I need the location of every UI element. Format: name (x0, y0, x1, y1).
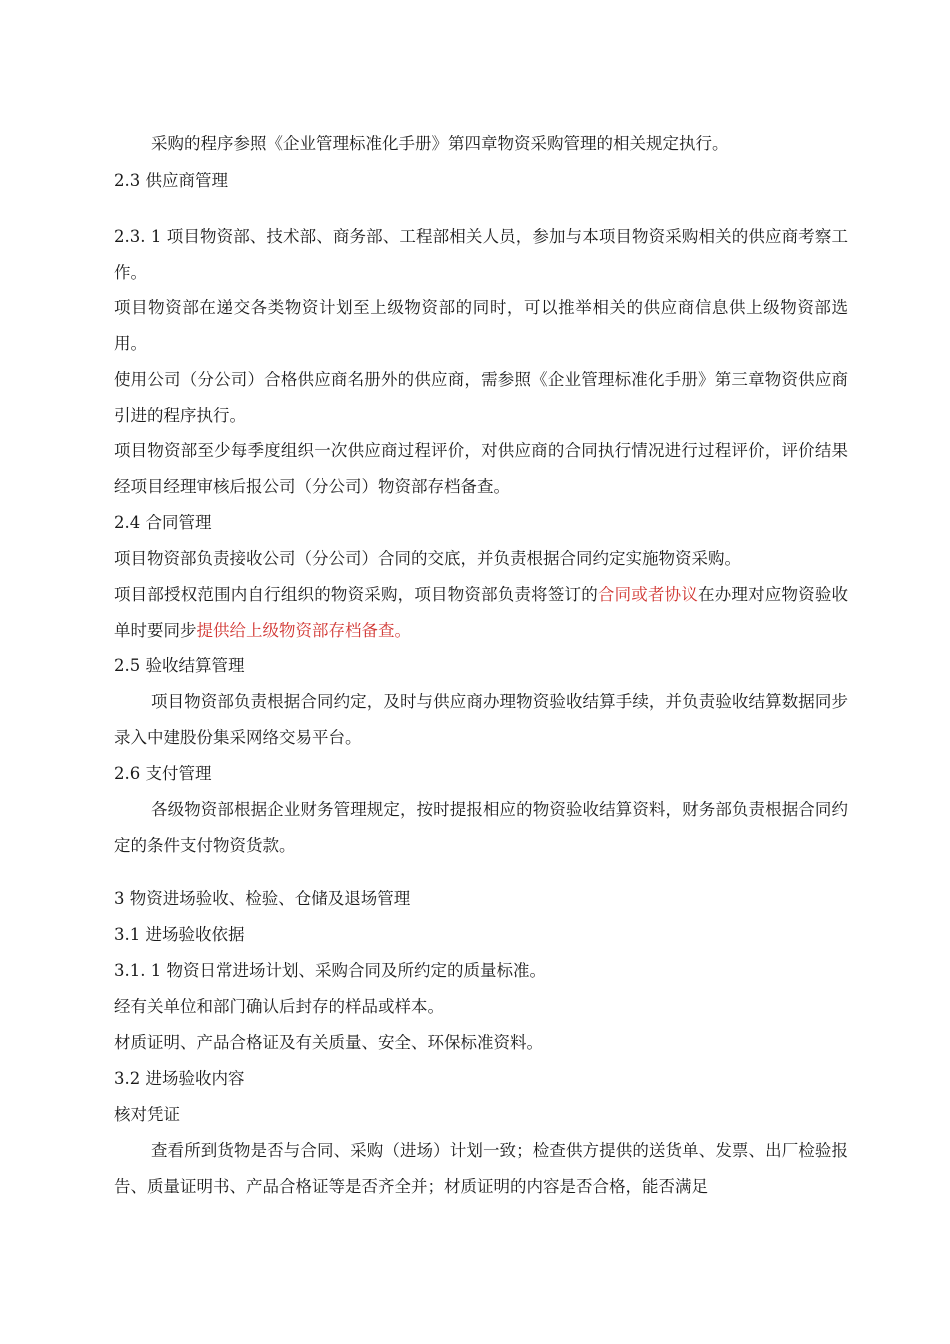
highlight-contract-or-agreement: 合同或者协议 (597, 585, 699, 604)
heading-2-5-acceptance-settlement: 2.5 验收结算管理 (114, 656, 245, 675)
paragraph-unlisted-supplier: 使用公司（分公司）合格供应商名册外的供应商，需参照《企业管理标准化手册》第三章物资供应商引进的程序执行。 (114, 370, 848, 425)
heading-3-2-acceptance-content: 3.2 进场验收内容 (114, 1069, 245, 1088)
paragraph-quarterly-evaluation: 项目物资部至少每季度组织一次供应商过程评价，对供应商的合同执行情况进行过程评价，评价结果经项目经理审核后报公司（分公司）物资部存档备查。 (114, 441, 848, 496)
heading-2-4-contract-management: 2.4 合同管理 (114, 513, 212, 532)
paragraph-settlement: 项目物资部负责根据合同约定，及时与供应商办理物资验收结算手续，并负责验收结算数据同步录入中建股份集采网络交易平台。 (114, 692, 848, 747)
heading-3-materials-entry: 3 物资进场验收、检验、仓储及退场管理 (114, 889, 411, 908)
paragraph-certificates: 材质证明、产品合格证及有关质量、安全、环保标准资料。 (114, 1033, 543, 1052)
paragraph-2-3-1: 2.3. 1 项目物资部、技术部、商务部、工程部相关人员，参加与本项目物资采购相关的供应商考察工作。 (114, 227, 848, 282)
paragraph-3-1-1: 3.1. 1 物资日常进场计划、采购合同及所约定的质量标准。 (114, 961, 546, 980)
text-run: 在办理对应物资验收单时要同步 (114, 585, 849, 640)
highlight-archive-submission: 提供给上级物资部存档备查。 (196, 621, 411, 640)
heading-3-1-acceptance-basis: 3.1 进场验收依据 (114, 925, 245, 944)
paragraph-contract-handover: 项目物资部负责接收公司（分公司）合同的交底，并负责根据合同约定实施物资采购。 (114, 549, 741, 568)
text-run: 项目部授权范围内自行组织的物资采购，项目物资部负责将签订的 (114, 585, 598, 604)
paragraph-verify-documents: 核对凭证 (114, 1105, 180, 1124)
paragraph-authorized-procurement (114, 577, 848, 649)
paragraph-procurement-procedure: 采购的程序参照《企业管理标准化手册》第四章物资采购管理的相关规定执行。 (151, 134, 729, 153)
heading-2-3-supplier-management: 2.3 供应商管理 (114, 171, 228, 190)
paragraph-check-goods: 查看所到货物是否与合同、采购（进场）计划一致；检查供方提供的送货单、发票、出厂检验报告、质量证明书、产品合格证等是否齐全并；材质证明的内容是否合格，能否满足 (114, 1141, 848, 1196)
paragraph-samples: 经有关单位和部门确认后封存的样品或样本。 (114, 997, 444, 1016)
heading-2-6-payment-management: 2.6 支付管理 (114, 764, 212, 783)
paragraph-supplier-recommendation: 项目物资部在递交各类物资计划至上级物资部的同时，可以推举相关的供应商信息供上级物资部选用。 (114, 298, 848, 353)
paragraph-payment: 各级物资部根据企业财务管理规定，按时提报相应的物资验收结算资料，财务部负责根据合同约定的条件支付物资货款。 (114, 800, 848, 855)
